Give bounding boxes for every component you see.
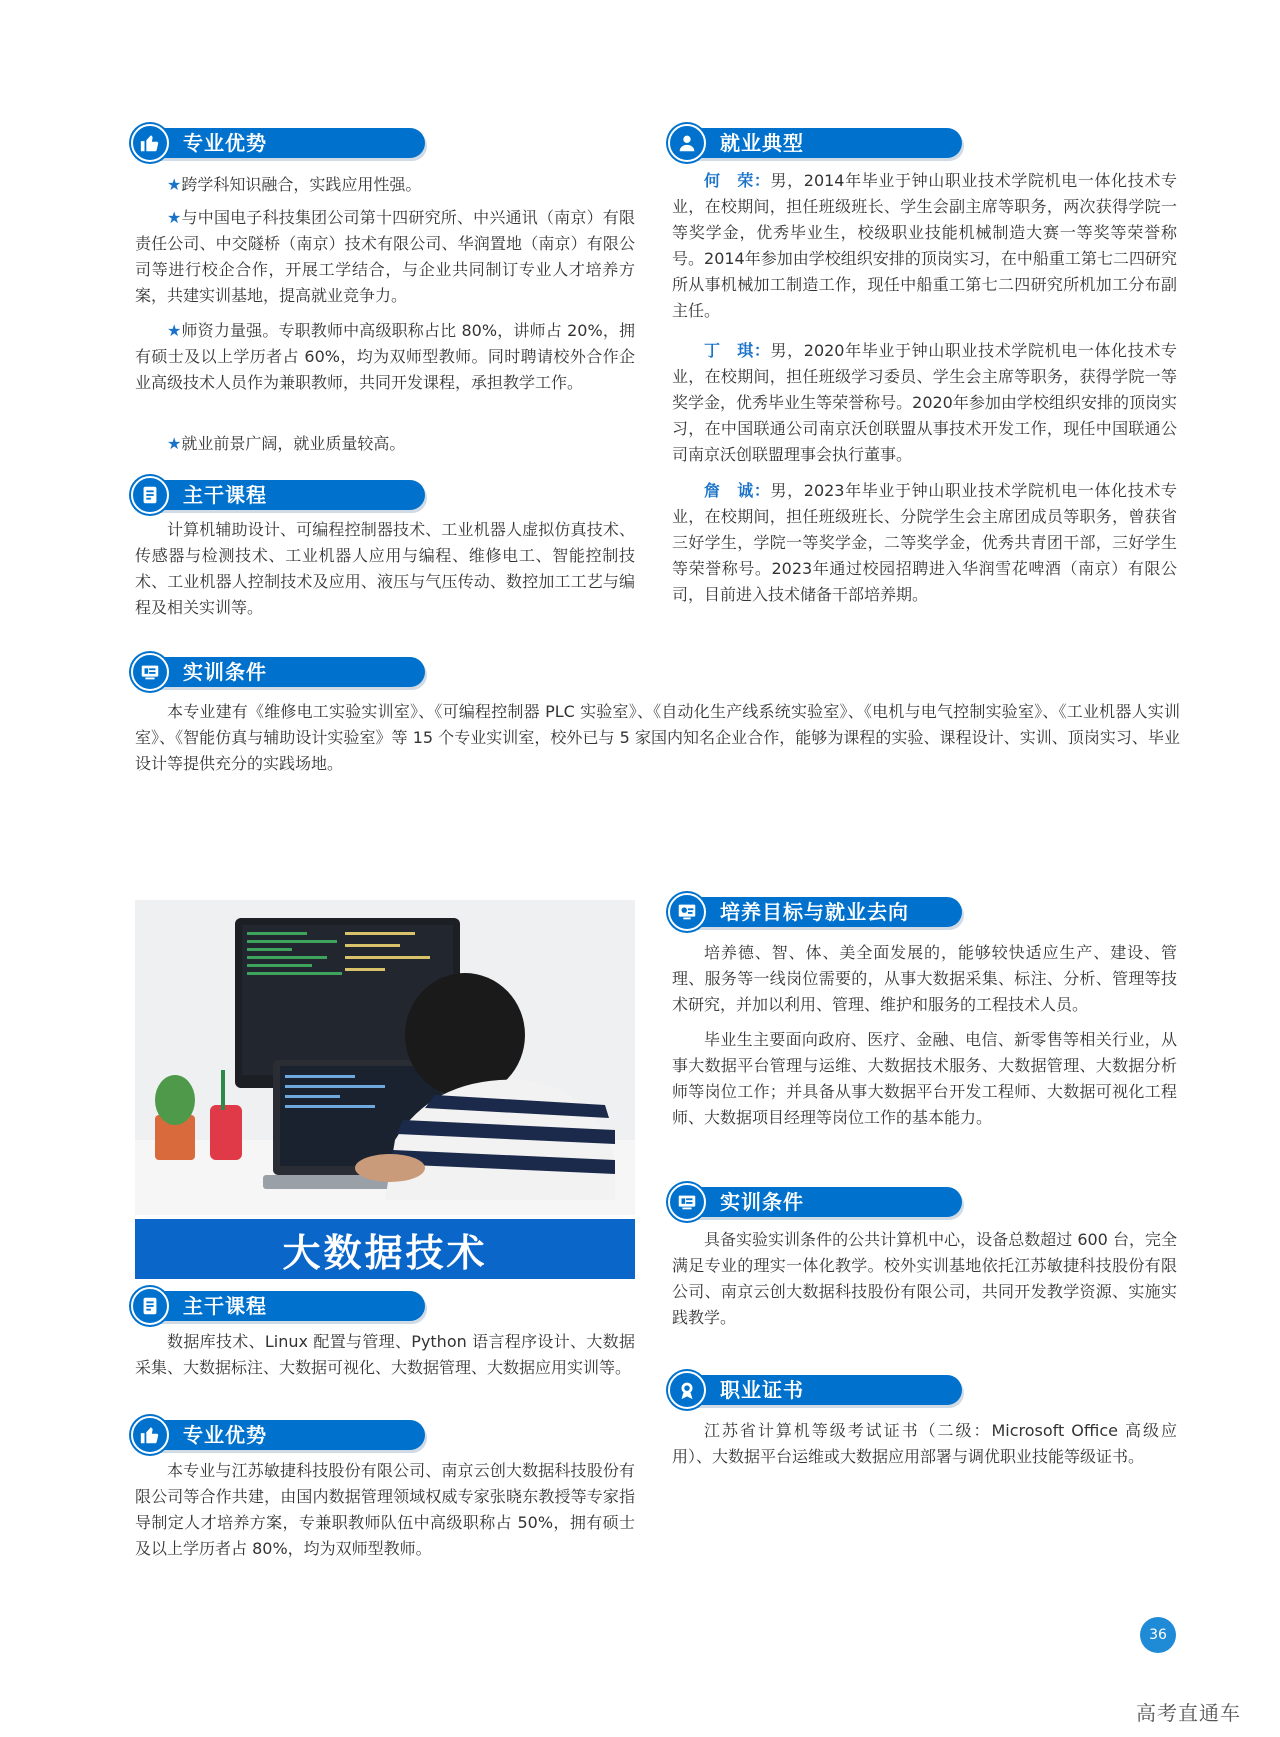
advantage-item: ★师资力量强。专职教师中高级职称占比 80%，讲师占 20%，拥有硕士及以上学历者占 60%，均为双师型教师。同时聘请校外合作企业高级技术人员作为兼职教师，共同开发课程，承担教学工作。 — [135, 321, 635, 392]
section-title: 专业优势 — [183, 1423, 267, 1447]
training-text: 具备实验实训条件的公共计算机中心，设备总数超过 600 台，完全满足专业的理实一体化教学。校外实训基地依托江苏敏捷科技股份有限公司、南京云创大数据科技股份有限公司，共同开发教学资源、实施实践教学。 — [672, 1230, 1177, 1327]
book-icon — [131, 1287, 169, 1325]
section-title: 就业典型 — [720, 131, 804, 155]
advantage-item: ★跨学科知识融合，实践应用性强。 — [167, 175, 422, 194]
page-number: 36 — [1140, 1617, 1176, 1653]
advantages-text: 本专业与江苏敏捷科技股份有限公司、南京云创大数据科技股份有限公司等合作共建，由国内数据管理领域权威专家张晓东教授等专家指导制定人才培养方案，专兼职教师队伍中高级职称占 50%，拥有硕士及以上学历者占 80%，均为双师型教师。 — [135, 1461, 635, 1558]
target-icon — [668, 893, 706, 931]
certificate-icon — [668, 1371, 706, 1409]
typical-person: 詹 诚：男，2023年毕业于钟山职业技术学院机电一体化技术专业，在校期间，担任班级班长、分院学生会主席团成员等职务，曾获省三好学生，学院一等奖学金，二等奖学金，优秀共青团干部，三好学生等荣誉称号。2023年通过校园招聘进入华润雪花啤酒（南京）有限公司，目前进入技术储备干部培养期。 — [672, 481, 1177, 604]
section-header-advantages-top — [135, 128, 425, 158]
star-icon: ★ — [167, 175, 182, 194]
star-icon: ★ — [167, 208, 182, 227]
courses-text: 计算机辅助设计、可编程控制器技术、工业机器人虚拟仿真技术、传感器与检测技术、工业机器人应用与编程、维修电工、智能控制技术、工业机器人控制技术及应用、液压与气压传动、数控加工工艺与编程及相关实训等。 — [135, 520, 635, 617]
section-title: 实训条件 — [720, 1190, 804, 1214]
user-group-icon — [668, 124, 706, 162]
star-icon: ★ — [167, 434, 182, 453]
star-icon: ★ — [167, 321, 182, 340]
thumbs-up-icon — [131, 1416, 169, 1454]
section-title: 主干课程 — [183, 1294, 267, 1318]
section-title: 主干课程 — [183, 483, 267, 507]
book-icon — [131, 476, 169, 514]
watermark: 高考直通车 — [1136, 1701, 1241, 1725]
section-title: 实训条件 — [183, 660, 267, 684]
section-header-courses-top — [135, 480, 425, 510]
advantage-item: ★与中国电子科技集团公司第十四研究所、中兴通讯（南京）有限责任公司、中交隧桥（南京）技术有限公司、华润置地（南京）有限公司等进行校企合作，开展工学结合，与企业共同制订专业人才培养方案，共建实训基地，提高就业竞争力。 — [135, 208, 635, 305]
section-title: 培养目标与就业去向 — [720, 900, 909, 924]
goals-paragraph: 毕业生主要面向政府、医疗、金融、电信、新零售等相关行业，从事大数据平台管理与运维、大数据技术服务、大数据管理、大数据分析师等岗位工作；并具备从事大数据平台开发工程师、大数据可视化工程师、大数据项目经理等岗位工作的基本能力。 — [672, 1030, 1177, 1127]
major-title-banner — [135, 1215, 635, 1279]
person-name: 詹 诚： — [704, 481, 771, 500]
section-header-goals — [672, 897, 962, 927]
lab-icon — [131, 653, 169, 691]
certs-text: 江苏省计算机等级考试证书（二级：Microsoft Office 高级应用）、大数据平台运维或大数据应用部署与调优职业技能等级证书。 — [672, 1421, 1177, 1466]
lab-icon — [668, 1183, 706, 1221]
typical-person: 丁 琪：男，2020年毕业于钟山职业技术学院机电一体化技术专业，在校期间，担任班级学习委员、学生会主席等职务，获得学院一等奖学金，优秀毕业生等荣誉称号。2020年参加由学校组织安排的顶岗实习，在中国联通公司南京沃创联盟从事技术开发工作，现任中国联通公司南京沃创联盟理事会执行董事。 — [672, 341, 1177, 464]
section-title: 专业优势 — [183, 131, 267, 155]
person-name: 丁 琪： — [704, 341, 771, 360]
major-title: 大数据技术 — [282, 1230, 488, 1275]
courses-text: 数据库技术、Linux 配置与管理、Python 语言程序设计、大数据采集、大数据标注、大数据可视化、大数据管理、大数据应用实训等。 — [135, 1332, 635, 1377]
section-title: 职业证书 — [720, 1378, 804, 1402]
section-header-typical — [672, 128, 962, 158]
section-header-certs — [672, 1375, 962, 1405]
goals-paragraph: 培养德、智、体、美全面发展的，能够较快适应生产、建设、管理、服务等一线岗位需要的，从事大数据采集、标注、分析、管理等技术研究，并加以利用、管理、维护和服务的工程技术人员。 — [672, 943, 1177, 1014]
training-text: 本专业建有《维修电工实验实训室》、《可编程控制器 PLC 实验室》、《自动化生产线系统实验室》、《电机与电气控制实验室》、《工业机器人实训室》、《智能仿真与辅助设计实验室》等 15 个专业实训室，校外已与 5 家国内知名企业合作，能够为课程的实验、课程设计、实训、顶岗实习、毕业设计等提供充分的实践场地。 — [135, 702, 1180, 773]
typical-person: 何 荣：男，2014年毕业于钟山职业技术学院机电一体化技术专业，在校期间，担任班级班长、学生会副主席等职务，两次获得学院一等奖学金，优秀毕业生，校级职业技能机械制造大赛一等奖等荣誉称号。2014年参加由学校组织安排的顶岗实习，在中船重工第七二四研究所从事机械加工制造工作，现任中船重工第七二四研究所机加工分布副主任。 — [672, 171, 1177, 320]
section-header-training-top — [135, 657, 425, 687]
section-header-training-bottom — [672, 1187, 962, 1217]
section-header-courses-bottom — [135, 1291, 425, 1321]
person-name: 何 荣： — [704, 171, 771, 190]
section-header-advantages-bottom — [135, 1420, 425, 1450]
thumbs-up-icon — [131, 124, 169, 162]
advantage-item: ★就业前景广阔，就业质量较高。 — [167, 434, 406, 453]
